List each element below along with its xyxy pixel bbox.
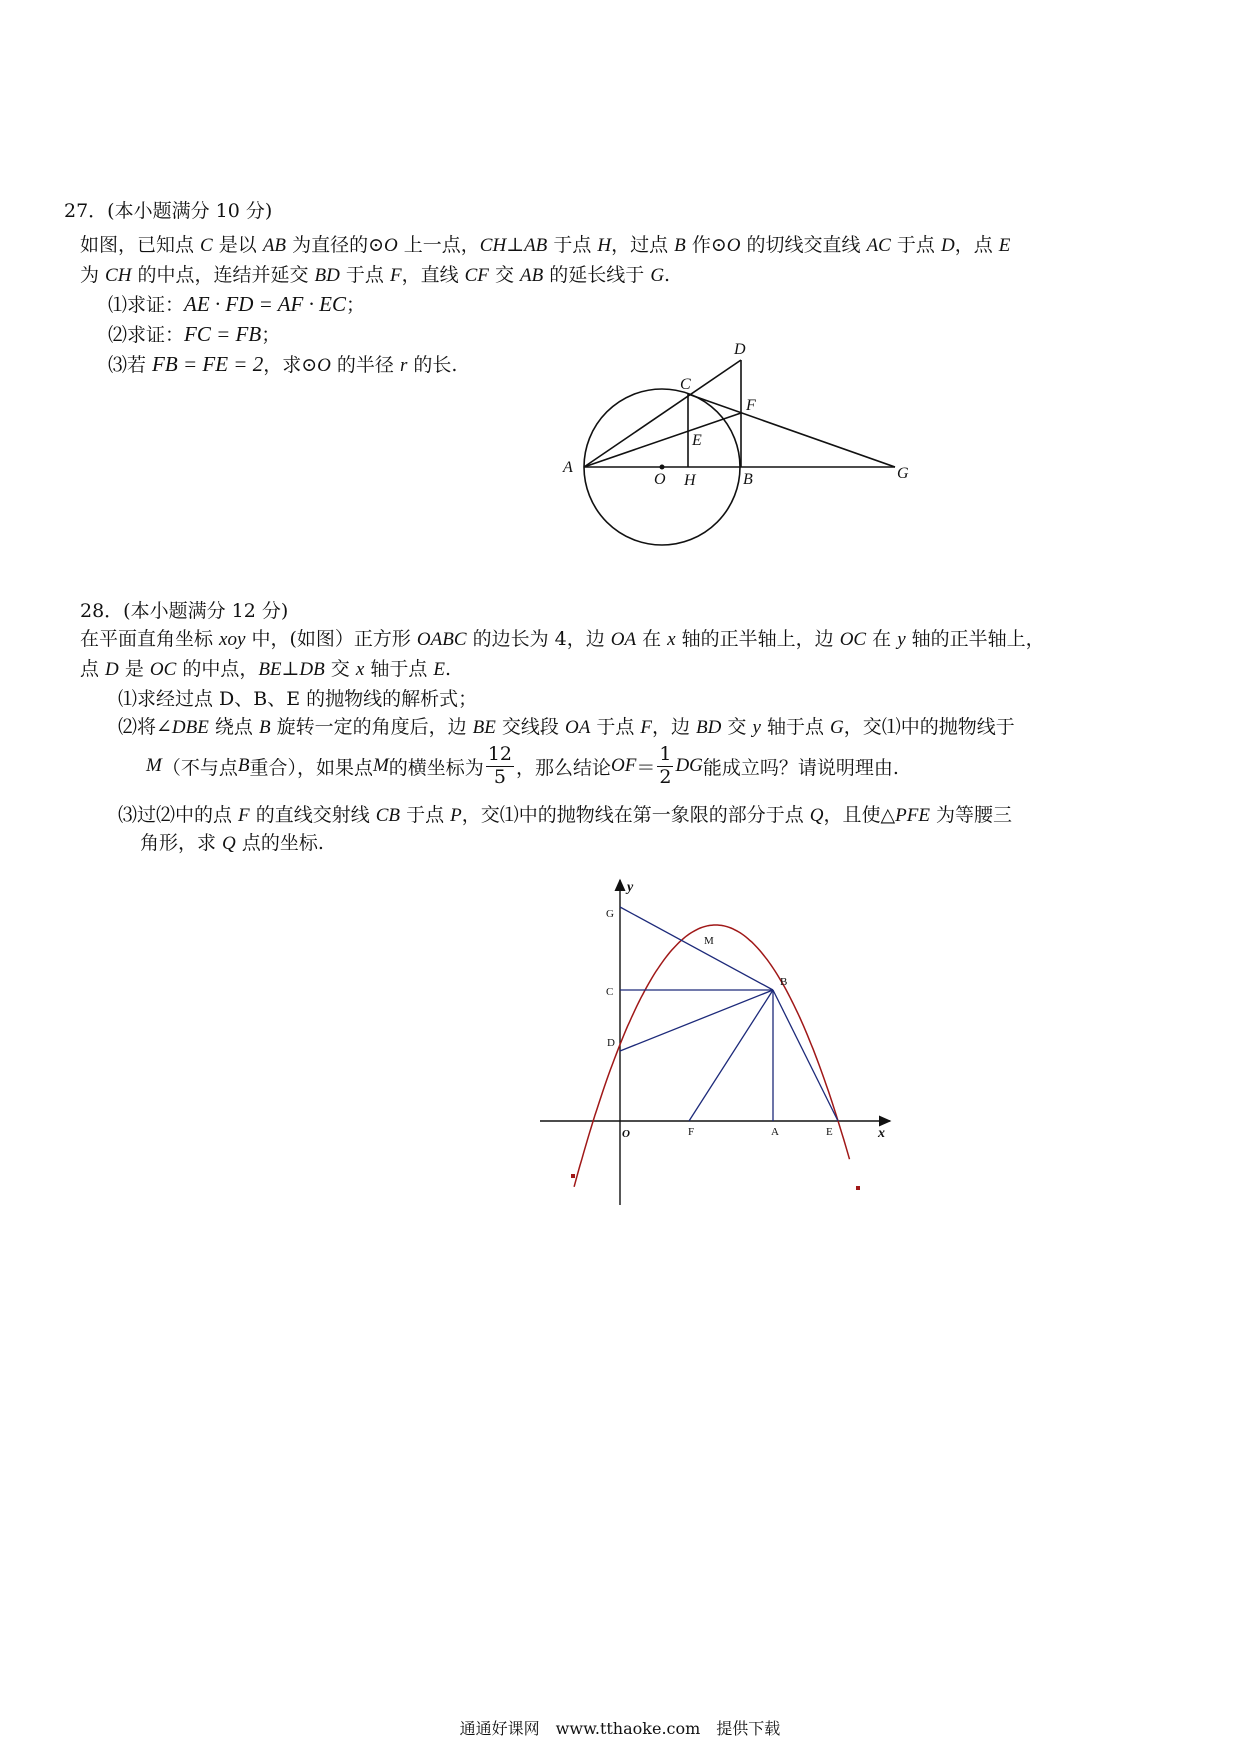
line-gb: [620, 907, 773, 990]
label-o: O: [622, 1128, 630, 1140]
q28-line1: 在平面直角坐标 xoy 中，(如图）正方形 OABC 的边长为 4，边 OA 在 x 轴的正半轴上，边 OC 在 y 轴的正半轴上，: [80, 628, 1045, 650]
curve-endpoint-left: [571, 1174, 575, 1178]
label-g: G: [606, 908, 614, 920]
q27-label-a: A: [563, 459, 573, 476]
label-b: B: [780, 976, 788, 988]
axis-label-x: x: [878, 1126, 885, 1141]
line-be: [773, 990, 838, 1121]
curve-endpoint-right: [856, 1186, 860, 1190]
label-e: E: [826, 1126, 833, 1138]
q28-item3-line1: ⑶过⑵中的点 F 的直线交射线 CB 于点 P，交⑴中的抛物线在第一象限的部分于点 Q，且使△PFE 为等腰三: [118, 804, 1013, 826]
q27-line1: 如图，已知点 C 是以 AB 为直径的⊙O 上一点，CH⊥AB 于点 H，过点 B 作⊙O 的切线交直线 AC 于点 D，点 E: [80, 234, 1011, 256]
q28-item2-line2: M （不与点 B 重合），如果点 M 的横坐标为 $\frac{12}{5}$ ，那么结论 OF ＝ $\frac{1}{2}$ DG 能成立吗？请说明理由.: [146, 742, 899, 788]
label-d: D: [607, 1037, 615, 1049]
q28-line2: 点 D 是 OC 的中点，BE⊥DB 交 x 轴于点 E.: [80, 658, 452, 680]
q27-label-g: G: [897, 465, 909, 482]
q28-item2-line1: ⑵将∠DBE 绕点 B 旋转一定的角度后，边 BE 交线段 OA 于点 F，边 BD 交 y 轴于点 G，交⑴中的抛物线于: [118, 716, 1015, 738]
label-a: A: [771, 1126, 779, 1138]
q27-label-h: H: [684, 472, 696, 489]
q27-label-o: O: [654, 471, 666, 488]
label-f: F: [688, 1126, 695, 1138]
line-db: [620, 990, 773, 1051]
q27-item2: ⑵求证：FC = FB；: [108, 322, 281, 346]
q28-item3-line2: 角形，求 Q 点的坐标.: [140, 832, 324, 854]
page-footer: 通通好课网 www.tthaoke.com 提供下载: [459, 1719, 781, 1738]
q27-header: 27．(本小题满分 10 分): [64, 200, 273, 222]
axis-label-y: y: [627, 880, 634, 895]
q27-label-c: C: [680, 376, 691, 393]
q27-item3: ⑶若 FB = FE = 2，求⊙O 的半径 r 的长.: [108, 352, 458, 376]
q27-label-b: B: [743, 471, 753, 488]
parabola-curve: [574, 925, 849, 1187]
fraction-12-5: $\frac{12}{5}$: [487, 742, 512, 788]
label-m: M: [704, 935, 714, 947]
fraction-1-2: $\frac{1}{2}$: [659, 742, 672, 788]
q27-label-f: F: [746, 397, 756, 414]
q27-item1: ⑴求证：AE · FD = AF · EC；: [108, 292, 365, 316]
line-fb: [689, 990, 773, 1121]
q27-label-e: E: [692, 432, 702, 449]
label-c: C: [606, 986, 614, 998]
q28-item1: ⑴求经过点 D、B、E 的抛物线的解析式；: [118, 688, 478, 710]
q27-label-d: D: [734, 341, 746, 358]
q28-header: 28．(本小题满分 12 分): [80, 600, 289, 622]
q27-line2: 为 CH 的中点，连结并延交 BD 于点 F，直线 CF 交 AB 的延长线于 G.: [80, 264, 671, 286]
